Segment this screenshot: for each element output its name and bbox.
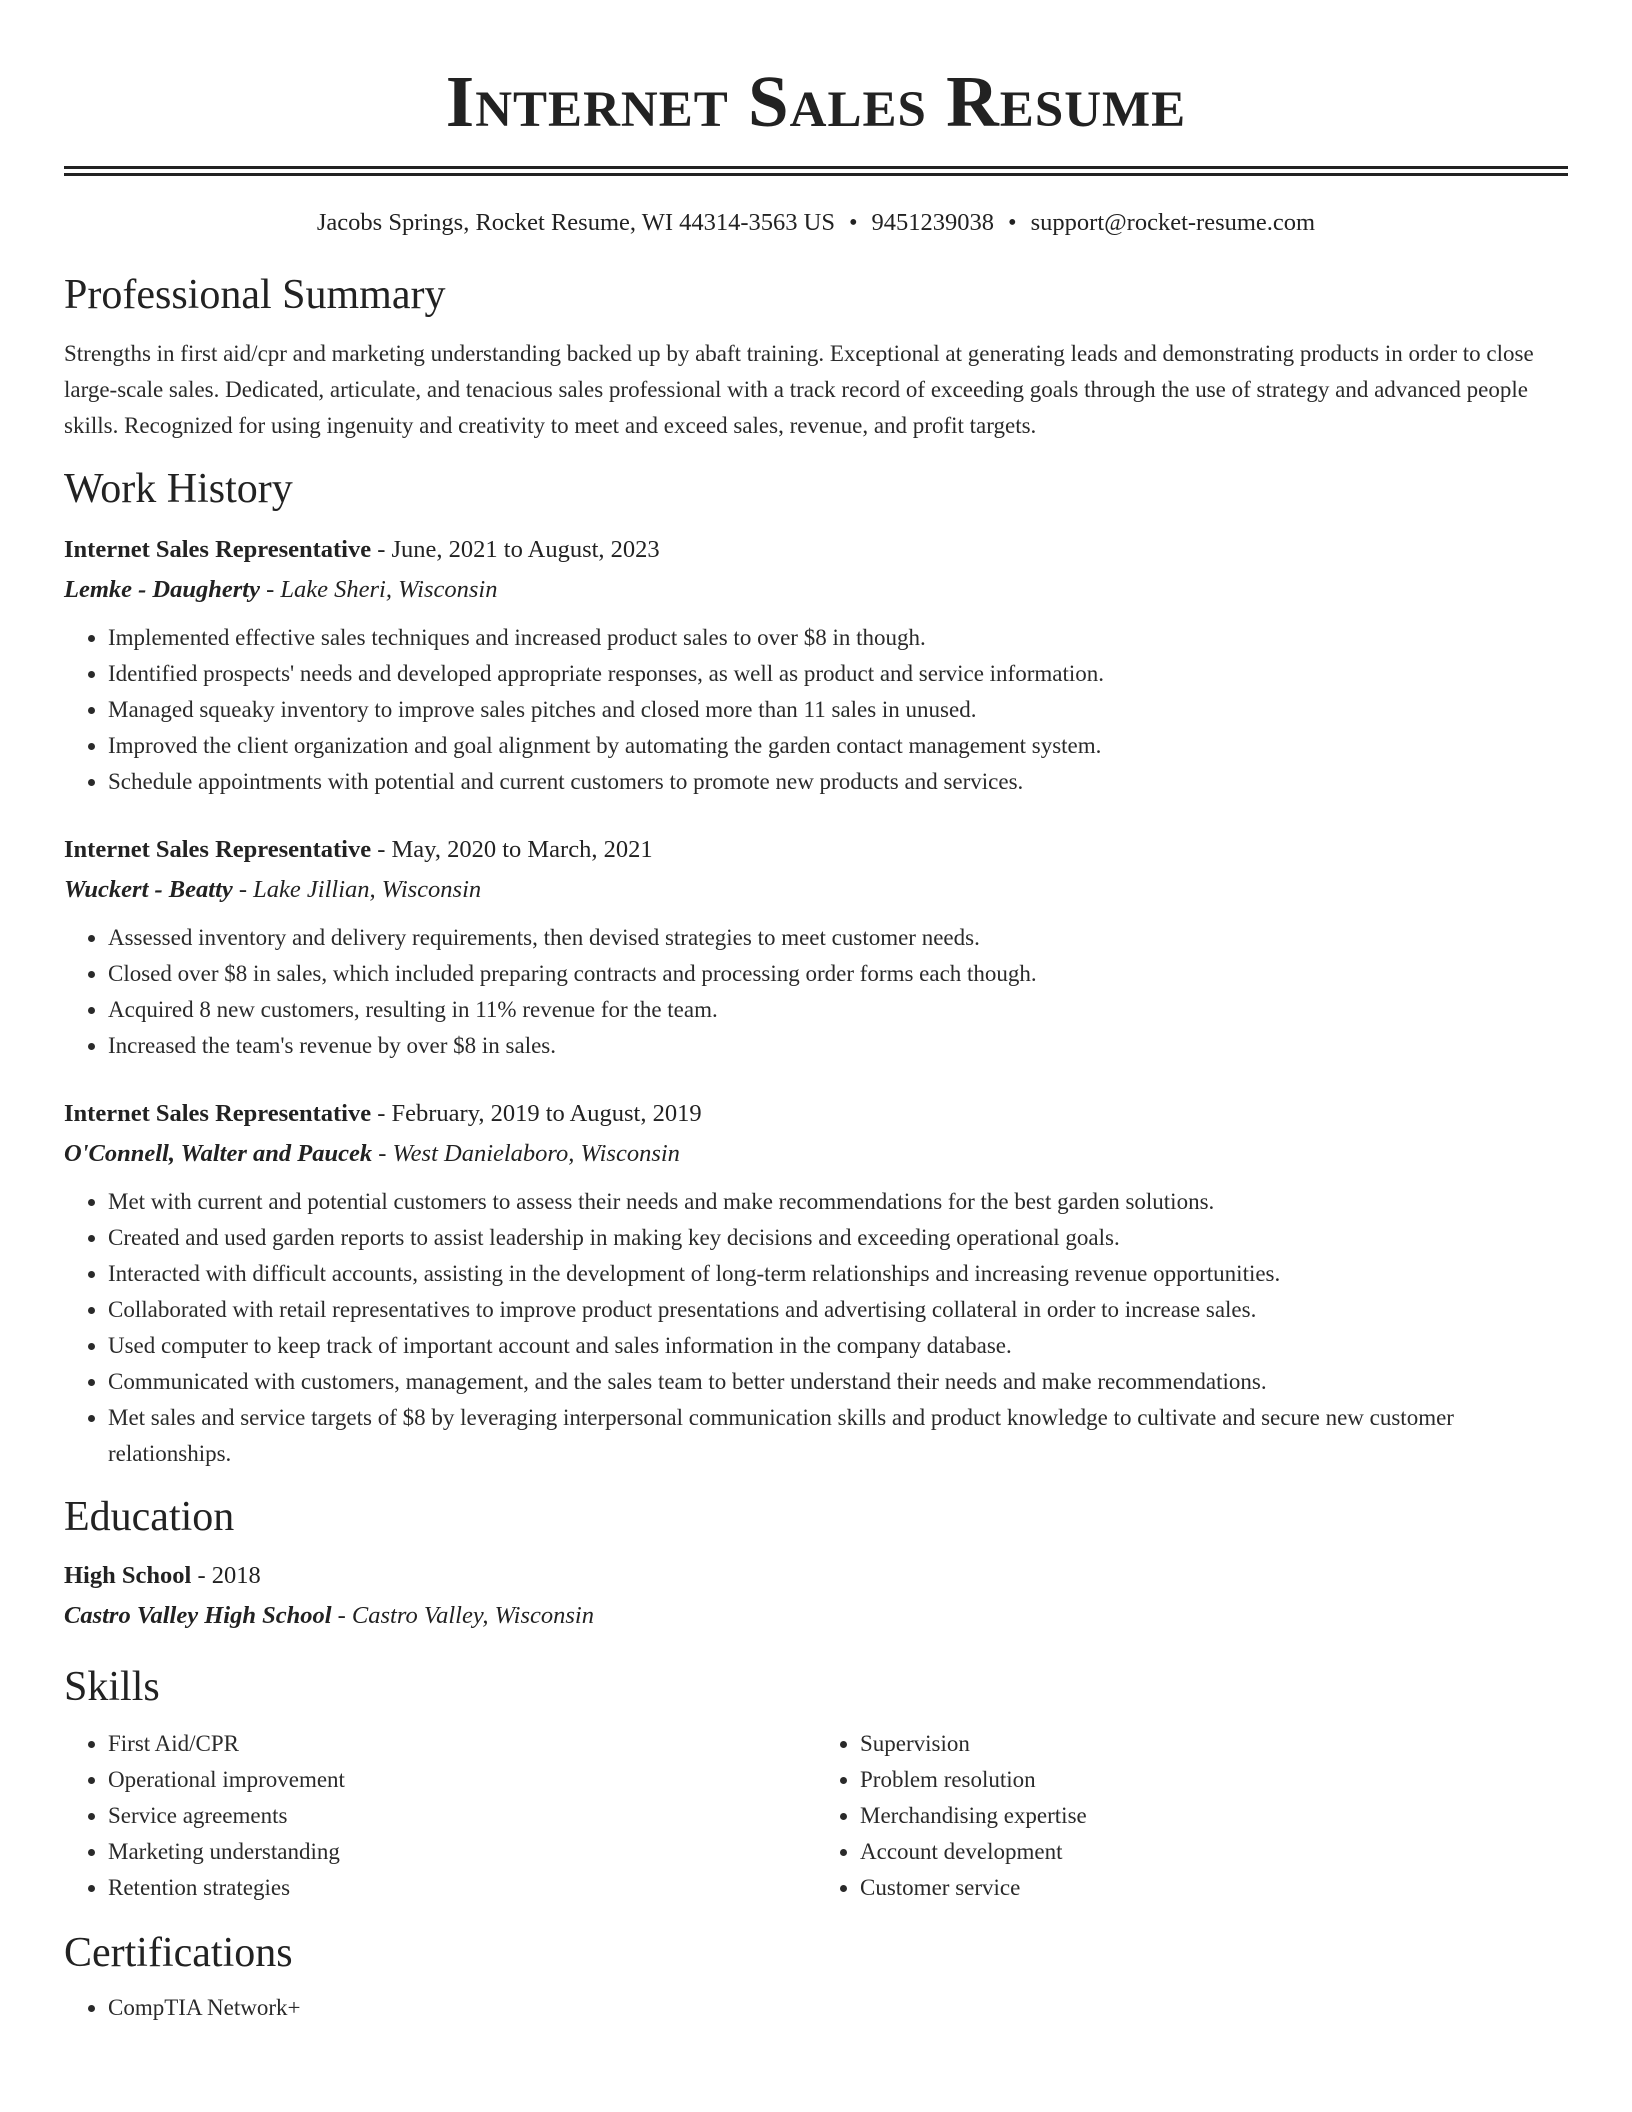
summary-section	[64, 270, 1568, 444]
job-location: - West Danielaboro, Wisconsin	[372, 1140, 680, 1167]
list-item: • Interacted with difficult accounts, assisting in the development of long-term relationships and increasing revenue opportunities.	[108, 1256, 1568, 1292]
list-item: • Closed over $8 in sales, which included preparing contracts and processing order forms each though.	[108, 956, 1568, 992]
list-item: • Increased the team's revenue by over $8 in sales.	[108, 1028, 1568, 1064]
skill-item: • Customer service	[860, 1870, 1568, 1906]
job-title: Internet Sales Representative	[64, 536, 372, 563]
skills-columns	[64, 1726, 1568, 1906]
work-history-section	[64, 464, 1568, 1472]
list-item: • Met with current and potential customers to assess their needs and make recommendations for the best garden solutions.	[108, 1184, 1568, 1220]
job-title-line	[64, 1094, 1568, 1134]
skill-item: • Operational improvement	[108, 1762, 816, 1798]
education-section	[64, 1492, 1568, 1636]
job-company-line	[64, 870, 1568, 910]
summary-text: Strengths in first aid/cpr and marketing understanding backed up by abaft training. Exceptional at generating leads and demonstrating products in order to close large-scale sales. Dedicated, articulate, and tenacious sales professional with a track record of exceeding goals through the use of strategy and advanced people skills. Recognized for using ingenuity and creativity to meet and exceed sales, revenue, and profit targets.	[64, 341, 1534, 438]
skills-list-right	[816, 1726, 1568, 1906]
list-item: • Identified prospects' needs and developed appropriate responses, as well as product and service information.	[108, 656, 1568, 692]
skill-item: • First Aid/CPR	[108, 1726, 816, 1762]
certifications-heading: Certifications	[64, 1930, 293, 1976]
job-entry	[64, 830, 1568, 1064]
resume-title: Internet Sales Resume	[445, 61, 1187, 142]
education-degree: High School	[64, 1562, 192, 1589]
resume-page	[64, 0, 1568, 2026]
job-company-line	[64, 1134, 1568, 1174]
list-item: • Created and used garden reports to assist leadership in making key decisions and exceeding operational goals.	[108, 1220, 1568, 1256]
job-dates: - February, 2019 to August, 2019	[371, 1100, 702, 1127]
job-dates: - June, 2021 to August, 2023	[371, 536, 660, 563]
list-item: • Schedule appointments with potential and current customers to promote new products and services.	[108, 764, 1568, 800]
certifications-section	[64, 1928, 1568, 2026]
education-entry	[64, 1556, 1568, 1636]
job-company: O'Connell, Walter and Paucek	[64, 1140, 373, 1167]
job-title: Internet Sales Representative	[64, 1100, 372, 1127]
certification-item: • CompTIA Network+	[108, 1990, 1568, 2026]
skill-item: • Marketing understanding	[108, 1834, 816, 1870]
job-title: Internet Sales Representative	[64, 836, 372, 863]
skills-list-left	[64, 1726, 816, 1906]
skill-item: • Problem resolution	[860, 1762, 1568, 1798]
contact-email[interactable]: support@rocket-resume.com	[1030, 209, 1316, 236]
list-item: • Assessed inventory and delivery requirements, then devised strategies to meet customer needs.	[108, 920, 1568, 956]
job-dates: - May, 2020 to March, 2021	[371, 836, 653, 863]
list-item: • Acquired 8 new customers, resulting in 11% revenue for the team.	[108, 992, 1568, 1028]
skill-item: • Service agreements	[108, 1798, 816, 1834]
job-location: - Lake Jillian, Wisconsin	[232, 876, 482, 903]
job-entry	[64, 530, 1568, 800]
contact-line	[64, 206, 1568, 240]
job-company-line	[64, 570, 1568, 610]
job-title-line	[64, 530, 1568, 570]
job-entry	[64, 1094, 1568, 1472]
education-heading: Education	[64, 1494, 235, 1540]
list-item: • Met sales and service targets of $8 by leveraging interpersonal communication skills and product knowledge to cultivate and secure new customer relationships.	[108, 1400, 1568, 1472]
job-bullets	[64, 920, 1568, 1064]
job-title-line	[64, 830, 1568, 870]
job-bullets	[64, 1184, 1568, 1472]
skill-item: • Merchandising expertise	[860, 1798, 1568, 1834]
contact-address: Jacobs Springs, Rocket Resume, WI 44314-3563 US	[316, 209, 835, 236]
education-school: Castro Valley High School	[64, 1602, 332, 1629]
skills-heading: Skills	[64, 1664, 160, 1710]
education-school-line	[64, 1596, 1568, 1636]
education-year: - 2018	[191, 1562, 261, 1589]
education-location: - Castro Valley, Wisconsin	[331, 1602, 594, 1629]
work-history-heading: Work History	[64, 466, 293, 512]
contact-separator: •	[1008, 209, 1017, 236]
list-item: • Collaborated with retail representatives to improve product presentations and advertising collateral in order to increase sales.	[108, 1292, 1568, 1328]
contact-phone: 9451239038	[871, 209, 995, 236]
list-item: • Communicated with customers, management, and the sales team to better understand their needs and make recommendations.	[108, 1364, 1568, 1400]
title-divider	[64, 166, 1568, 176]
summary-heading: Professional Summary	[64, 272, 446, 318]
certifications-list	[64, 1990, 1568, 2026]
skill-item: • Supervision	[860, 1726, 1568, 1762]
contact-separator: •	[848, 209, 858, 236]
skills-section	[64, 1662, 1568, 1906]
list-item: • Used computer to keep track of important account and sales information in the company database.	[108, 1328, 1568, 1364]
job-company: Wuckert - Beatty	[64, 876, 233, 903]
list-item: • Managed squeaky inventory to improve sales pitches and closed more than 11 sales in unused.	[108, 692, 1568, 728]
skill-item: • Retention strategies	[108, 1870, 816, 1906]
job-company: Lemke - Daugherty	[64, 576, 260, 603]
list-item: • Implemented effective sales techniques and increased product sales to over $8 in though.	[108, 620, 1568, 656]
list-item: • Improved the client organization and goal alignment by automating the garden contact management system.	[108, 728, 1568, 764]
skill-item: • Account development	[860, 1834, 1568, 1870]
education-degree-line	[64, 1556, 1568, 1596]
job-location: - Lake Sheri, Wisconsin	[259, 576, 498, 603]
job-bullets	[64, 620, 1568, 800]
